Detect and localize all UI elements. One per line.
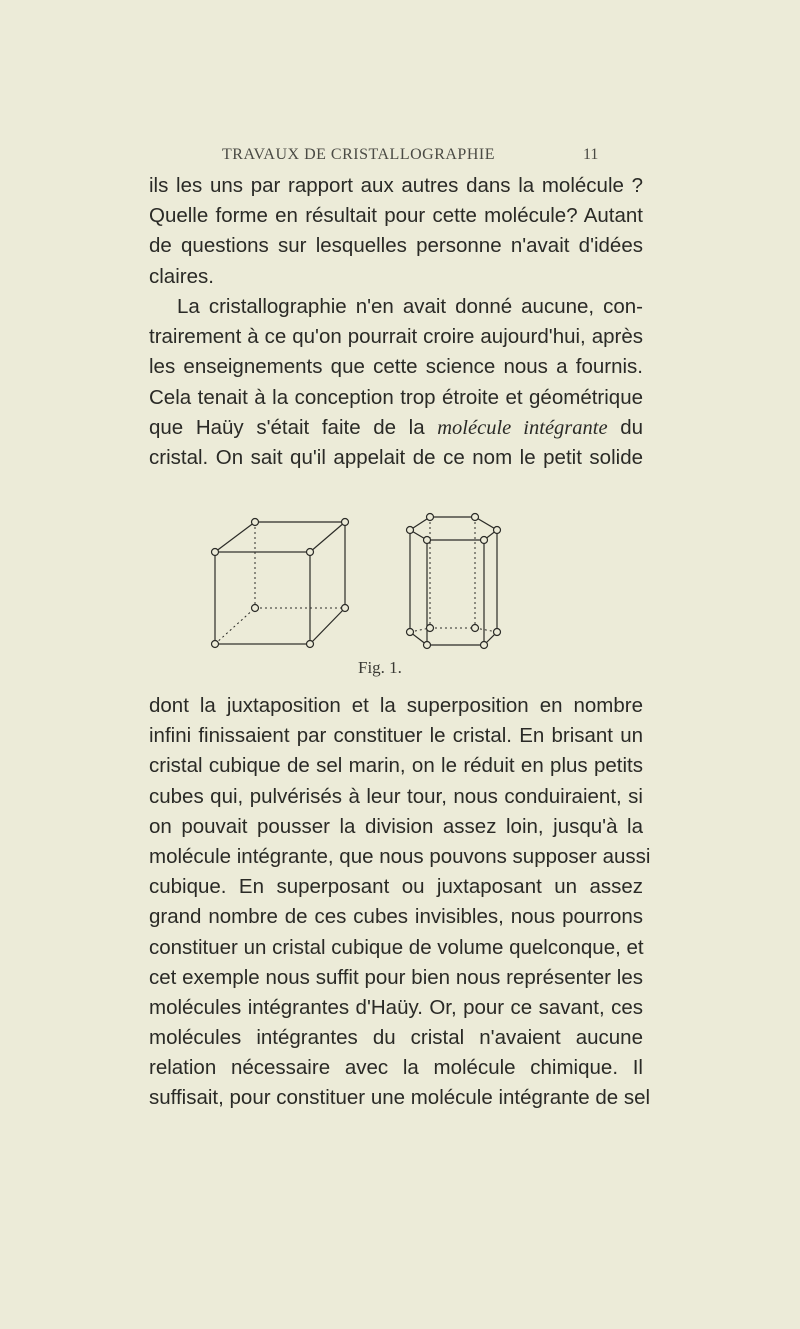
paragraph-1 bbox=[149, 171, 643, 292]
text-line: ils les uns par rapport aux autres dans la molécule ? bbox=[149, 174, 643, 197]
text-line: suffisait, pour constituer une molécule intégrante de sel bbox=[149, 1086, 651, 1110]
text-line: claires. bbox=[149, 264, 214, 288]
text-line: cristal cubique de sel marin, on le réduit en plus petits bbox=[149, 754, 643, 778]
page-number: 11 bbox=[583, 146, 599, 163]
cube-diagram bbox=[212, 519, 349, 648]
figure-1-molecule-diagrams bbox=[205, 510, 545, 655]
italic-term: molécule intégrante bbox=[437, 416, 608, 439]
figure-caption: Fig. 1. bbox=[358, 658, 402, 677]
text-line: molécules intégrantes du cristal n'avaient aucune bbox=[149, 1026, 643, 1050]
hexagonal-prism-diagram bbox=[407, 514, 501, 649]
text-line: Quelle forme en résultait pour cette molécule? Autant bbox=[149, 204, 643, 228]
text-line: constituer un cristal cubique de volume quelconque, et bbox=[149, 935, 644, 959]
text-line: cubes qui, pulvérisés à leur tour, nous conduiraient, si bbox=[149, 784, 643, 808]
text-line: relation nécessaire avec la molécule chimique. Il bbox=[149, 1056, 643, 1080]
text-line: molécule intégrante, que nous pouvons supposer aussi bbox=[149, 844, 651, 868]
text-line: Cela tenait à la conception trop étroite et géométrique bbox=[149, 385, 643, 409]
text-line: cet exemple nous suffit pour bien nous représenter les bbox=[149, 965, 643, 989]
text-line: dont la juxtaposition et la superposition en nombre bbox=[149, 694, 643, 717]
text-line: grand nombre de ces cubes invisibles, nous pourrons bbox=[149, 905, 643, 929]
text-segment: que Haüy s'était faite de la bbox=[149, 415, 438, 439]
text-line: de questions sur lesquelles personne n'avait d'idées bbox=[149, 234, 643, 258]
text-line: trairement à ce qu'on pourrait croire aujourd'hui, après bbox=[149, 325, 643, 349]
text-line: molécules intégrantes d'Haüy. Or, pour ce savant, ces bbox=[149, 995, 643, 1019]
text-line: les enseignements que cette science nous a fournis. bbox=[149, 355, 643, 379]
text-line: La cristallographie n'en avait donné aucune, con- bbox=[177, 295, 643, 318]
paragraph-3 bbox=[149, 691, 651, 1114]
text-segment: du bbox=[607, 415, 643, 439]
text-line: on pouvait pousser la division assez loin, jusqu'à la bbox=[149, 814, 643, 838]
running-head: TRAVAUX DE CRISTALLOGRAPHIE bbox=[222, 146, 495, 163]
text-line-with-italic bbox=[149, 413, 643, 443]
text-line: cubique. En superposant ou juxtaposant un assez bbox=[149, 875, 643, 899]
text-line: infini finissaient par constituer le cristal. En brisant un bbox=[149, 724, 643, 748]
paragraph-2 bbox=[149, 292, 643, 473]
text-line: cristal. On sait qu'il appelait de ce nom le petit solide bbox=[149, 445, 643, 469]
